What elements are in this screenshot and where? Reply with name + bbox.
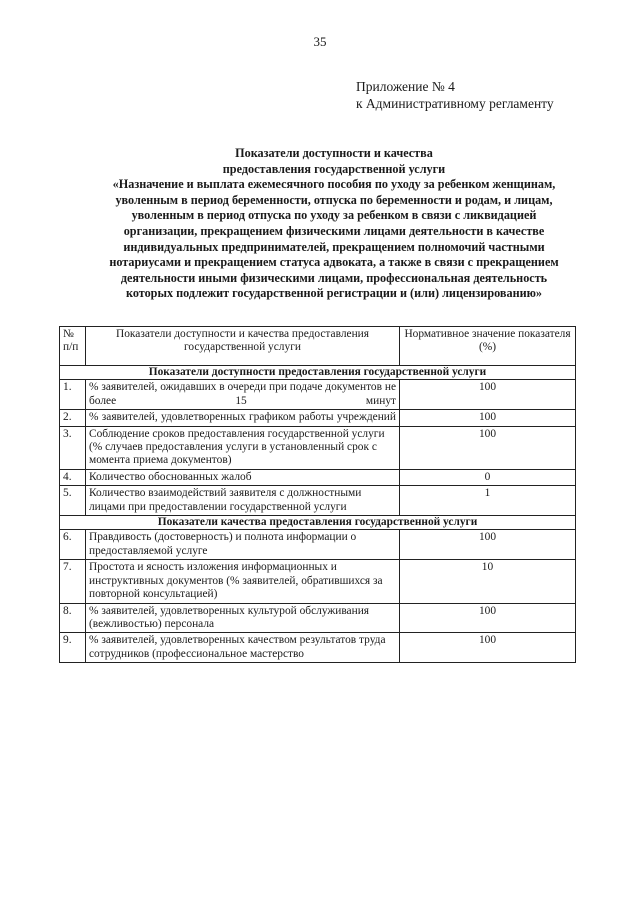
appendix-note: [356, 78, 554, 112]
section-title: Показатели доступности предоставления государственной услуги: [60, 366, 576, 380]
row-number: 3.: [60, 426, 86, 469]
title-line: которых подлежит государственной регистрации и (или) лицензированию»: [125, 286, 543, 301]
header-norm-value: Нормативное значение показателя (%): [400, 327, 576, 366]
row-number: 9.: [60, 633, 86, 663]
table-row: [60, 560, 576, 603]
row-indicator: Количество взаимодействий заявителя с должностными лицами при предоставлении государственной услуги: [86, 486, 400, 516]
row-indicator: Соблюдение сроков предоставления государственной услуги (% случаев предоставления услуги в установленный срок с момента приема документов): [86, 426, 400, 469]
page-number: 35: [313, 34, 327, 49]
row-value: 100: [400, 633, 576, 663]
row-number: 1.: [60, 380, 86, 410]
row-value: 1: [400, 486, 576, 516]
table-header-row: [60, 327, 576, 366]
appendix-line-1: Приложение № 4: [356, 79, 455, 94]
title-line: индивидуальных предпринимателей, прекращением полномочий частными: [123, 239, 545, 254]
title-line: деятельности иными физическими лицами, профессиональная деятельность: [120, 270, 548, 285]
header-indicator: Показатели доступности и качества предоставления государственной услуги: [86, 327, 400, 366]
row-number: 6.: [60, 530, 86, 560]
table-row: [60, 633, 576, 663]
section-row-quality: [60, 516, 576, 530]
row-value: 0: [400, 469, 576, 485]
row-value: 100: [400, 410, 576, 426]
title-line: нотариусами и прекращением статуса адвоката, а также в связи с прекращением: [109, 255, 559, 270]
document-title: [60, 146, 608, 302]
title-line: уволенным в период отпуска по уходу за ребенком в связи с ликвидацией: [131, 208, 537, 223]
header-number: № п/п: [60, 327, 86, 366]
table-row: [60, 530, 576, 560]
row-value: 10: [400, 560, 576, 603]
row-value: 100: [400, 426, 576, 469]
row-indicator: % заявителей, удовлетворенных качеством результатов труда сотрудников (профессиональное мастерство: [86, 633, 400, 663]
section-title: Показатели качества предоставления государственной услуги: [60, 516, 576, 530]
row-number: 7.: [60, 560, 86, 603]
table-row: [60, 469, 576, 485]
table-row: [60, 410, 576, 426]
row-value: 100: [400, 530, 576, 560]
title-line: предоставления государственной услуги: [222, 161, 446, 176]
row-indicator: % заявителей, удовлетворенных графиком работы учреждений: [86, 410, 400, 426]
table-row: [60, 380, 576, 410]
table-row: [60, 603, 576, 633]
title-line: Показатели доступности и качества: [235, 146, 433, 160]
table-row: [60, 426, 576, 469]
title-line: уволенным в период беременности, отпуска по беременности и родам, и лицам,: [115, 192, 553, 207]
row-number: 8.: [60, 603, 86, 633]
row-indicator: Простота и ясность изложения информационных и инструктивных документов (% заявителей, обратившихся за повторной консультацией): [86, 560, 400, 603]
title-line: организации, прекращением физическими лицами деятельности в качестве: [123, 223, 545, 238]
appendix-line-2: к Административному регламенту: [356, 96, 554, 111]
section-row-accessibility: [60, 366, 576, 380]
indicators-table: [59, 326, 576, 663]
table-row: [60, 486, 576, 516]
row-number: 5.: [60, 486, 86, 516]
title-line: «Назначение и выплата ежемесячного пособия по уходу за ребенком женщинам,: [112, 177, 556, 192]
row-indicator: % заявителей, удовлетворенных культурой обслуживания (вежливостью) персонала: [86, 603, 400, 633]
row-value: 100: [400, 603, 576, 633]
row-number: 4.: [60, 469, 86, 485]
row-value: 100: [400, 380, 576, 410]
row-number: 2.: [60, 410, 86, 426]
row-indicator: Правдивость (достоверность) и полнота информации о предоставляемой услуге: [86, 530, 400, 560]
row-indicator: % заявителей, ожидавших в очереди при подаче документов не более 15 минут: [86, 380, 400, 410]
row-indicator: Количество обоснованных жалоб: [86, 469, 400, 485]
